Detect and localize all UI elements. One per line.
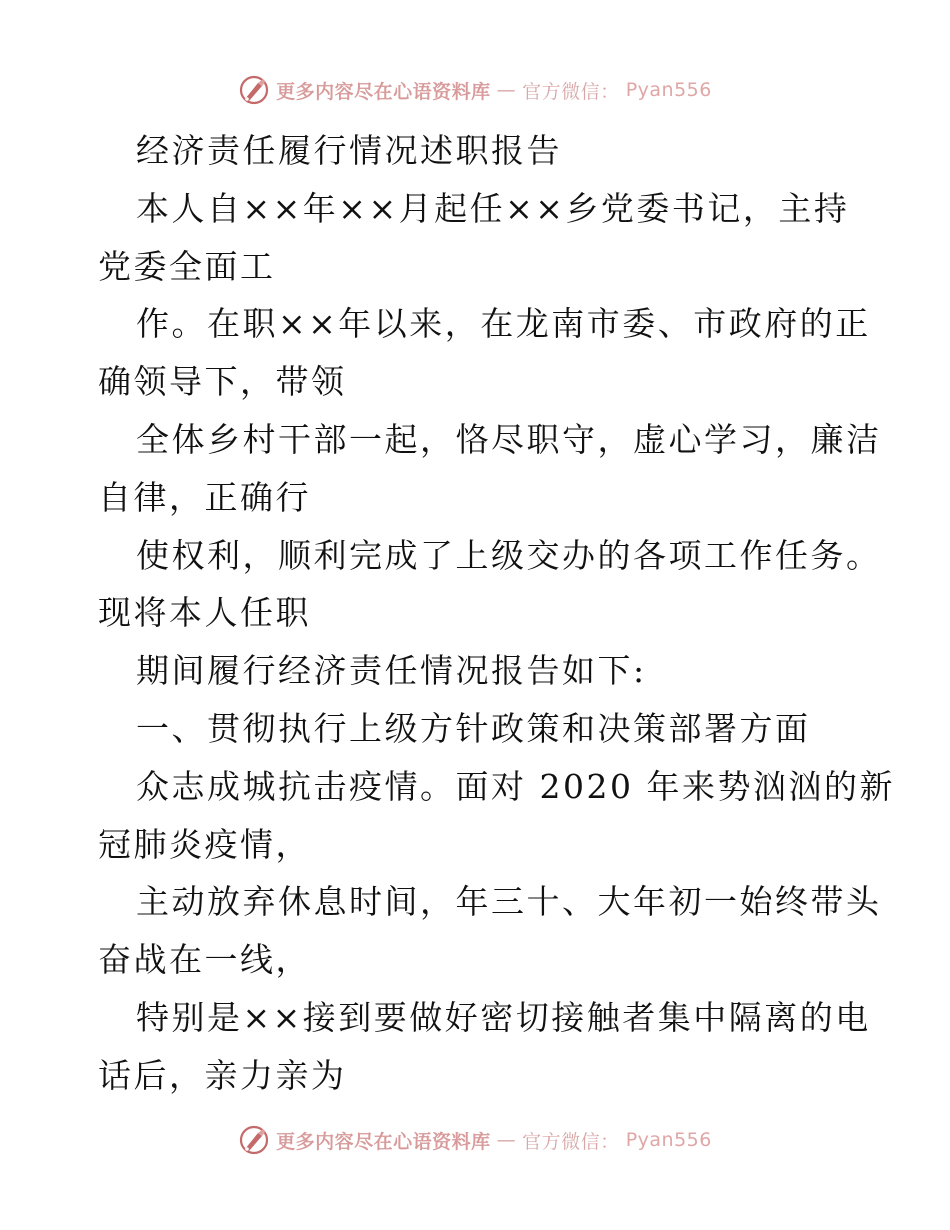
wechat-id: Pyan556 (625, 1129, 712, 1151)
wechat-label: 官方微信： (522, 80, 620, 103)
paragraph-line: 话后，亲力亲为 (98, 1055, 347, 1095)
paragraph-line: 现将本人任职 (98, 593, 311, 633)
wechat-label: 官方微信： (522, 1130, 620, 1153)
paragraph-line: 冠肺炎疫情， (98, 824, 311, 864)
paragraph-line: 确领导下，带领 (98, 362, 347, 402)
paragraph-line: 期间履行经济责任情况报告如下: (136, 651, 647, 691)
brand-name: 更多内容尽在心语资料库 (276, 80, 491, 103)
paragraph-line: 作。在职××年以来，在龙南市委、市政府的正 (136, 304, 871, 344)
pen-quill-logo-icon (238, 1124, 270, 1156)
paragraph-line: 全体乡村干部一起，恪尽职守，虚心学习，廉洁 (136, 419, 882, 459)
paragraph-line: 众志成城抗击疫情。面对 2020 年来势汹汹的新 (136, 766, 895, 806)
brand-dash: — (496, 1129, 517, 1151)
footer-watermark (0, 1120, 950, 1160)
paragraph-line: 党委全面工 (98, 246, 276, 286)
paragraph-line: 使权利，顺利完成了上级交办的各项工作任务。 (136, 535, 882, 575)
paragraph-line: 自律，正确行 (98, 477, 311, 517)
brand-dash: — (496, 79, 517, 101)
wechat-id: Pyan556 (625, 79, 712, 101)
paragraph-line: 特别是××接到要做好密切接触者集中隔离的电 (136, 997, 871, 1037)
section-heading: 一、贯彻执行上级方针政策和决策部署方面 (136, 708, 811, 748)
paragraph-line: 奋战在一线， (98, 940, 311, 980)
brand-name: 更多内容尽在心语资料库 (276, 1130, 491, 1153)
paragraph-line: 本人自××年××月起任××乡党委书记，主持 (136, 188, 850, 228)
paragraph-line: 主动放弃休息时间，年三十、大年初一始终带头 (136, 882, 882, 922)
document-body (98, 122, 895, 1105)
header-watermark (0, 70, 950, 110)
document-title: 经济责任履行情况述职报告 (136, 131, 562, 170)
pen-quill-logo-icon (238, 74, 270, 106)
